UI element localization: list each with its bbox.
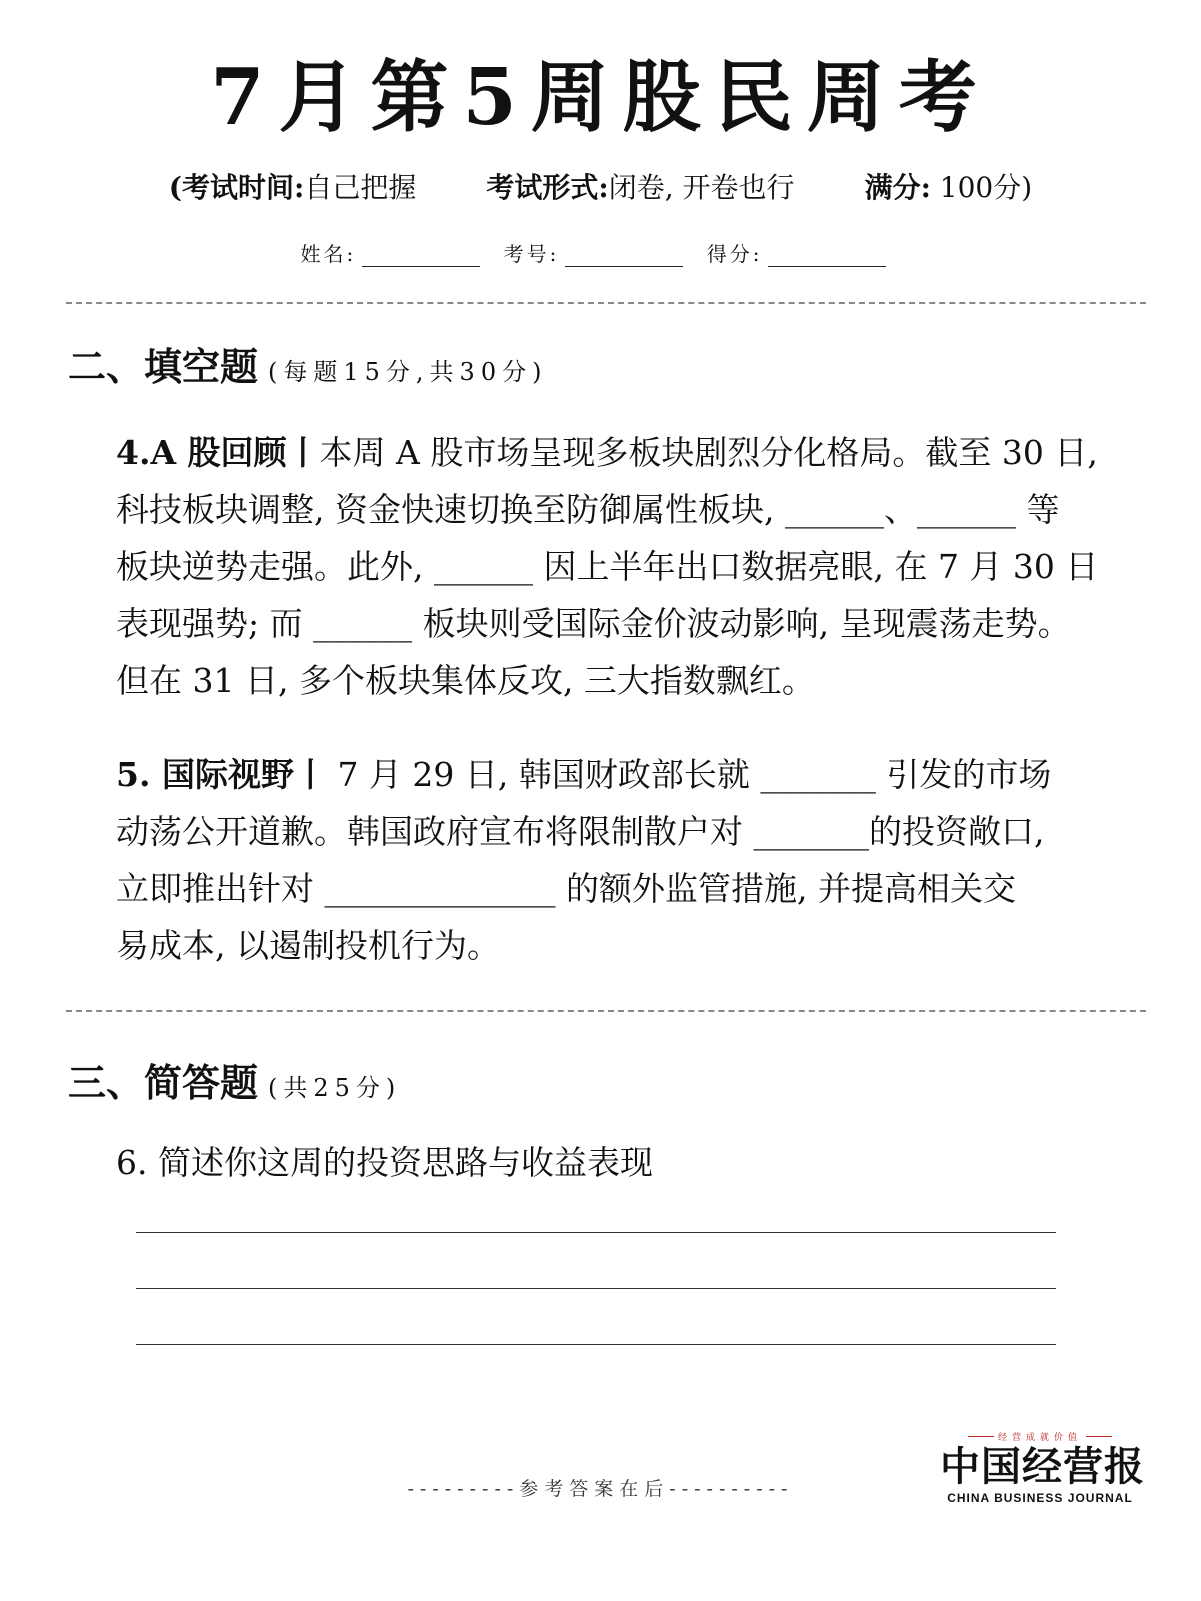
answer-note: ---------参考答案在后---------- xyxy=(407,1478,794,1500)
question-4 xyxy=(116,424,1146,709)
q5-line: 立即推出针对 ______________ 的额外监管措施, 并提高相关交 xyxy=(116,869,1016,908)
logo-slogan: 经营成就价值 xyxy=(940,1430,1140,1443)
answer-line[interactable] xyxy=(136,1344,1056,1345)
id-blank[interactable] xyxy=(565,266,683,267)
question-5 xyxy=(116,746,1146,974)
q5-lead: 5. 国际视野丨 xyxy=(116,755,327,794)
page-title: 7月第5周股民周考 xyxy=(210,52,991,143)
q6-text: 6. 简述你这周的投资思路与收益表现 xyxy=(116,1143,653,1182)
question-6 xyxy=(116,1134,1146,1191)
q5-line: 动荡公开道歉。韩国政府宣布将限制散户对 _______的投资敞口, xyxy=(116,812,1045,851)
q4-line: 但在 31 日, 多个板块集体反攻, 三大指数飘红。 xyxy=(116,661,815,700)
q4-line: 4.A 股回顾丨本周 A 股市场呈现多板块剧烈分化格局。截至 30 日, xyxy=(116,433,1098,472)
divider xyxy=(66,302,1146,304)
id-label: 考号: xyxy=(503,242,560,266)
score-value: 100分) xyxy=(930,171,1033,204)
section-short-answer-note: (共25分) xyxy=(268,1074,402,1102)
section-fill-in xyxy=(68,336,547,391)
divider xyxy=(66,1010,1146,1012)
exam-meta xyxy=(0,166,1201,206)
name-blank[interactable] xyxy=(362,266,480,267)
section-fill-in-title: 二、填空题 xyxy=(68,344,259,389)
q4-lead: 4.A 股回顾丨 xyxy=(116,433,320,472)
section-short-answer xyxy=(68,1052,401,1107)
name-label: 姓名: xyxy=(300,242,357,266)
time-label: (考试时间: xyxy=(168,171,305,204)
points-label: 得分: xyxy=(706,242,763,266)
logo-name-en: CHINA BUSINESS JOURNAL xyxy=(947,1491,1133,1505)
form-value: 闭卷, 开卷也行 xyxy=(608,171,795,204)
form-label: 考试形式: xyxy=(486,171,609,204)
score-label: 满分: xyxy=(864,171,931,204)
q5-line: 易成本, 以遏制投机行为。 xyxy=(116,926,500,965)
section-short-answer-title: 三、简答题 xyxy=(68,1060,259,1105)
q4-line: 板块逆势走强。此外, ______ 因上半年出口数据亮眼, 在 7 月 30 日 xyxy=(116,547,1099,586)
student-fields xyxy=(0,238,1201,267)
logo-name-cn: 中国经营报 xyxy=(940,1443,1145,1490)
time-value: 自己把握 xyxy=(304,171,417,204)
q4-line: 科技板块调整, 资金快速切换至防御属性板块, ______、______ 等 xyxy=(116,490,1060,529)
answer-line[interactable] xyxy=(136,1232,1056,1233)
q5-line: 5. 国际视野丨 7 月 29 日, 韩国财政部长就 _______ 引发的市场 xyxy=(116,755,1052,794)
points-blank[interactable] xyxy=(768,266,886,267)
answer-line[interactable] xyxy=(136,1288,1056,1289)
newspaper-logo xyxy=(940,1430,1145,1505)
section-fill-in-note: (每题15分,共30分) xyxy=(268,358,548,386)
q4-line: 表现强势; 而 ______ 板块则受国际金价波动影响, 呈现震荡走势。 xyxy=(116,604,1071,643)
